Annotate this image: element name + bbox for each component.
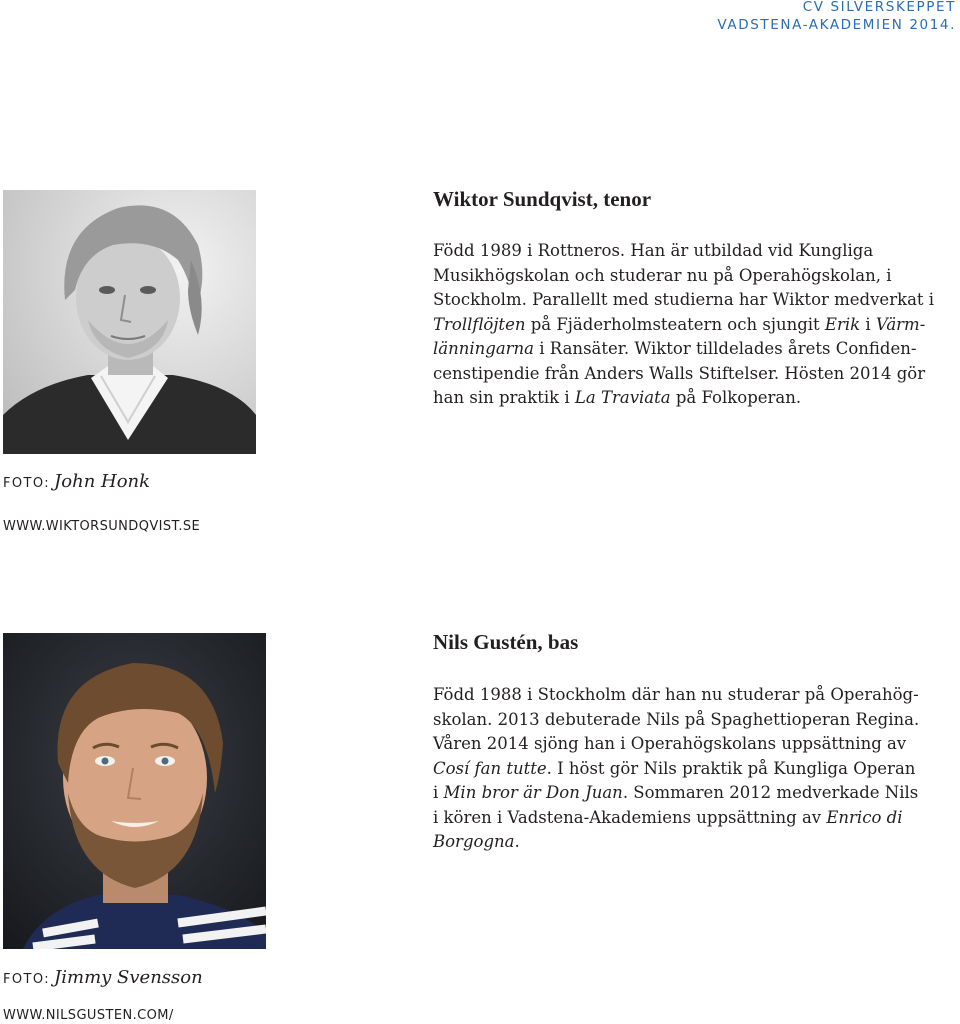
bio-text: . <box>514 832 520 851</box>
bio-line <box>433 757 958 782</box>
bio-text: på Fjäderholmsteatern och sjungit <box>525 314 825 334</box>
photographer-name: Jimmy Svensson <box>54 967 203 988</box>
portrait-photo-icon <box>3 190 256 454</box>
bio-text: skolan. 2013 debuterade Nils på Spaghettioperan Regina. <box>433 709 920 729</box>
wiktor-name-heading: Wiktor Sundqvist, tenor <box>433 187 652 211</box>
bio-line <box>433 337 958 362</box>
bio-text: Stockholm. Parallellt med studierna har Wiktor medverkat i <box>433 290 935 309</box>
nils-portrait-photo <box>3 633 266 949</box>
bio-italic-title: Borgogna <box>433 832 515 851</box>
photo-credit-label: FOTO: <box>3 476 51 491</box>
bio-text: på Folkoperan. <box>670 388 802 407</box>
header-title-line-1: CV SILVERSKEPPET <box>802 0 956 15</box>
bio-text: Musikhögskolan och studerar nu på Operahögskolan, i <box>433 265 892 285</box>
photographer-name: John Honk <box>54 471 151 492</box>
bio-line <box>433 386 958 411</box>
bio-text: . I höst gör Nils praktik på Kungliga Operan <box>546 758 916 778</box>
wiktor-website-link[interactable]: WWW.WIKTORSUNDQVIST.SE <box>3 519 201 534</box>
bio-italic-title: La Traviata <box>574 388 671 407</box>
photo-credit-label: FOTO: <box>3 972 51 987</box>
bio-text: Våren 2014 sjöng han i Operahögskolans uppsättning av <box>433 734 907 753</box>
bio-line <box>433 781 958 806</box>
wiktor-biography <box>433 239 958 411</box>
wiktor-photo-credit <box>3 473 150 491</box>
bio-text: i <box>433 783 444 802</box>
nils-website-link[interactable]: WWW.NILSGUSTEN.COM/ <box>3 1008 174 1023</box>
bio-text: censtipendie från Anders Walls Stiftelser. Hösten 2014 gör <box>433 363 926 383</box>
bio-line <box>433 830 958 855</box>
bio-text: Född 1989 i Rottneros. Han är utbildad vid Kungliga <box>433 241 874 260</box>
bio-line <box>433 362 958 387</box>
nils-photo-credit <box>3 969 203 987</box>
nils-name-heading: Nils Gustén, bas <box>433 630 579 654</box>
bio-text: . Sommaren 2012 medverkade Nils <box>622 783 919 802</box>
bio-italic-title: Cosí fan tutte <box>433 758 547 778</box>
portrait-photo-icon <box>3 633 266 949</box>
bio-text: i Ransäter. Wiktor tilldelades årets Confiden- <box>534 339 917 358</box>
bio-italic-title: Trollflöjten <box>433 314 526 334</box>
bio-line <box>433 806 958 831</box>
bio-text: i kören i Vadstena-Akademiens uppsättning av <box>433 807 827 827</box>
bio-line <box>433 264 958 289</box>
bio-line <box>433 732 958 757</box>
bio-italic-title: Enrico di <box>826 807 903 827</box>
bio-line <box>433 708 958 733</box>
bio-line <box>433 239 958 264</box>
bio-line <box>433 288 958 313</box>
bio-italic-title: Värm- <box>875 314 926 334</box>
wiktor-portrait-photo <box>3 190 256 454</box>
bio-text: han sin praktik i <box>433 388 575 407</box>
bio-text: i <box>860 314 876 334</box>
bio-italic-title: Erik <box>824 314 861 334</box>
bio-line <box>433 313 958 338</box>
bio-italic-title: länningarna <box>433 339 535 358</box>
nils-biography <box>433 683 958 855</box>
bio-italic-title: Min bror är Don Juan <box>443 783 623 802</box>
header-title-line-2: VADSTENA-AKADEMIEN 2014. <box>717 17 956 33</box>
bio-line <box>433 683 958 708</box>
bio-text: Född 1988 i Stockholm där han nu studerar på Operahög- <box>433 685 919 704</box>
